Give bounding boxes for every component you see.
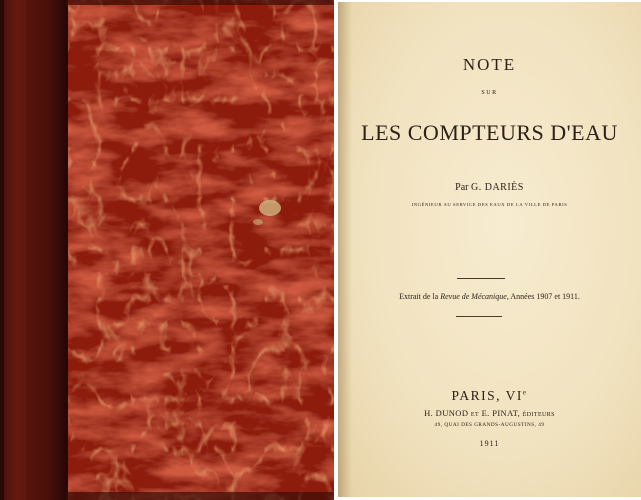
sur-word: SUR xyxy=(481,90,498,96)
publisher-a: H. DUNOD xyxy=(424,408,469,418)
publisher-line xyxy=(338,408,641,418)
extract-prefix: Extrait de la xyxy=(399,292,439,301)
divider-bottom xyxy=(456,316,502,317)
extract-journal: Revue de Mécanique xyxy=(440,292,507,301)
divider-top xyxy=(457,278,505,279)
publisher-b: E. PINAT, xyxy=(481,408,521,418)
publication-year: 1911 xyxy=(479,439,500,448)
note-heading: NOTE xyxy=(462,55,517,74)
publisher-and: ET xyxy=(470,412,480,418)
extract-line xyxy=(338,292,641,301)
city-arrondissement: e xyxy=(522,388,528,397)
author-role: INGÉNIEUR AU SERVICE DES EAUX DE LA VILLE DE PARIS xyxy=(411,202,568,207)
author-name: G. DARIÈS xyxy=(471,182,524,193)
city-line xyxy=(338,388,641,404)
author-prefix: Par xyxy=(455,182,469,193)
scuff-mark xyxy=(259,200,281,216)
book-title: LES COMPTEURS D'EAU xyxy=(361,120,618,145)
publisher-address: 49, QUAI DES GRANDS-AUGUSTINS, 49 xyxy=(434,422,545,428)
city: PARIS, VI xyxy=(451,388,523,403)
extract-suffix: , Années 1907 et 1911. xyxy=(506,292,580,301)
publisher-role: ÉDITEURS xyxy=(522,412,555,418)
title-page xyxy=(338,2,641,497)
author-line xyxy=(338,182,641,193)
